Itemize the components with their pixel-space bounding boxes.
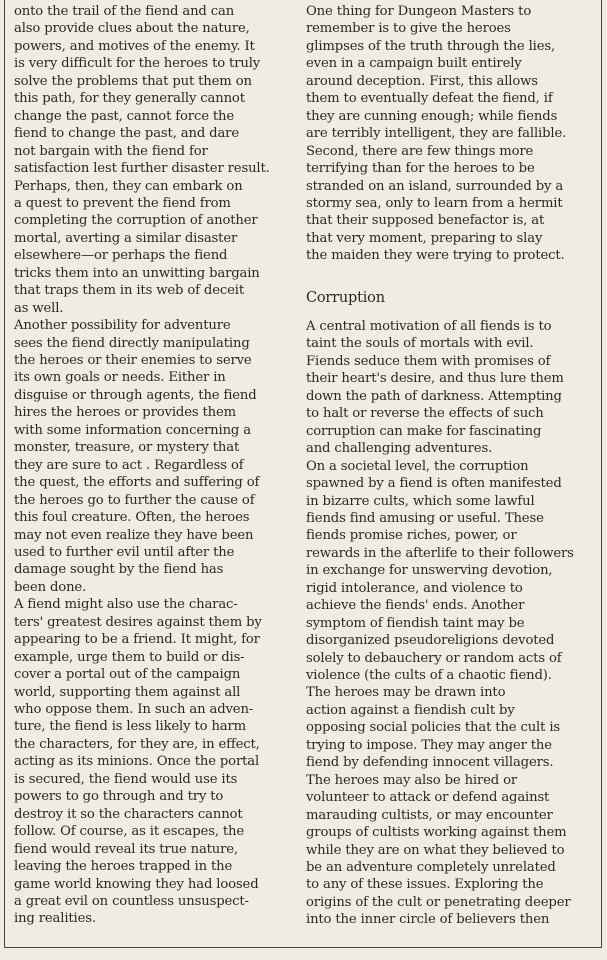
text-line: that traps them in its web of deceit [14,283,244,299]
text-line: sees the fiend directly manipulating [14,335,250,351]
text-line: spawned by a fiend is often manifested [306,476,562,492]
text-line: ture, the fiend is less likely to harm [14,719,247,735]
text-line: A central motivation of all fiends is to [306,319,552,334]
text-line: to halt or reverse the effects of such [306,406,544,422]
text-line: a great evil on countless unsuspect- [14,893,249,909]
text-line: they are cunning enough; while fiends [306,108,558,124]
text-line: cover a portal out of the campaign [14,667,241,683]
text-line: also provide clues about the nature, [14,21,250,37]
text-line: action against a fiendish cult by [306,702,515,718]
text-line: trying to impose. They may anger the [306,737,552,753]
text-line: fiend to change the past, and dare [14,126,239,142]
text-line: ing realities. [14,911,96,927]
text-line: be an adventure completely unrelated [306,859,556,875]
text-line: used to further evil until after the [14,544,235,560]
text-line: the characters, for they are, in effect, [14,736,260,752]
text-line: rigid intolerance, and violence to [306,580,523,596]
text-line: tricks them into an unwitting bargain [14,265,260,281]
text-line: this path, for they generally cannot [14,91,245,107]
text-line: destroy it so the characters cannot [14,806,243,822]
text-line: leaving the heroes trapped in the [14,859,233,875]
text-line: in exchange for unswerving devotion, [306,563,553,579]
text-line: Perhaps, then, they can embark on [14,178,243,194]
text-line: stormy sea, only to learn from a hermit [306,195,563,211]
text-line: are terribly intelligent, they are fallible. [306,126,567,142]
text-line: been done. [14,579,87,595]
text-line: they are sure to act . Regardless of [14,457,244,473]
text-line: disorganized pseudoreligions devoted [306,633,555,649]
text-line: origins of the cult or penetrating deeper [306,894,571,910]
text-line: appearing to be a friend. It might, for [14,632,260,648]
text-line: onto the trail of the fiend and can [14,4,235,19]
text-line: One thing for Dungeon Masters to [306,4,532,19]
text-line: not bargain with the fiend for [14,143,208,159]
text-line: that very moment, preparing to slay [306,230,543,246]
text-line: this foul creature. Often, the heroes [14,510,250,526]
text-line: mortal, averting a similar disaster [14,230,238,246]
text-line: fiends find amusing or useful. These [306,510,544,526]
text-line: corruption can make for fascinating [306,423,542,439]
text-line: fiend by defending innocent villagers. [306,755,554,771]
text-line: opposing social policies that the cult is [306,720,561,736]
text-line: taint the souls of mortals with evil. [306,336,534,352]
text-line: to any of these issues. Exploring the [306,877,544,893]
text-line: acting as its minions. Once the portal [14,754,260,770]
text-line: The heroes may also be hired or [306,772,518,788]
text-line: their heart's desire, and thus lure them [306,371,564,387]
text-line: powers to go through and try to [14,789,224,805]
text-line: as well. [14,300,64,316]
text-line: solely to debauchery or random acts of [306,650,562,666]
text-line: satisfaction lest further disaster result. [14,161,270,177]
text-line: solve the problems that put them on [14,73,252,89]
text-line: the heroes go to further the cause of [14,492,255,508]
text-line: On a societal level, the corruption [306,458,529,474]
text-line: down the path of darkness. Attempting [306,388,562,404]
text-line: that their supposed benefactor is, at [306,213,545,229]
text-line: marauding cultists, or may encounter [306,807,553,823]
text-line: monster, treasure, or mystery that [14,440,240,456]
text-line: while they are on what they believed to [306,842,565,858]
text-line: completing the corruption of another [14,213,258,229]
text-line: damage sought by the fiend has [14,562,224,578]
text-line: symptom of fiendish taint may be [306,615,525,631]
text-line: hires the heroes or provides them [14,405,237,421]
text-line: around deception. First, this allows [306,73,538,89]
text-line: fiend would reveal its true nature, [14,841,239,857]
text-line: in bizarre cults, which some lawful [306,493,535,509]
text-line: elsewhere—or perhaps the fiend [14,248,228,264]
text-line: Second, there are few things more [306,143,534,159]
text-line: is very difficult for the heroes to truly [14,56,261,72]
text-line: them to eventually defeat the fiend, if [306,91,553,107]
text-line: even in a campaign built entirely [306,56,522,72]
text-line: powers, and motives of the enemy. It [14,38,255,54]
text-line: groups of cultists working against them [306,825,567,841]
text-line: rewards in the afterlife to their followers [306,545,574,561]
text-line: a quest to prevent the fiend from [14,195,231,211]
text-line: achieve the fiends' ends. Another [306,598,525,614]
text-line: terrifying than for the heroes to be [306,161,535,177]
text-line: follow. Of course, as it escapes, the [14,824,245,840]
text-line: into the inner circle of believers then [306,912,550,928]
text-line: and challenging adventures. [306,441,493,457]
text-line: the maiden they were trying to protect. [306,248,565,264]
text-line: volunteer to attack or defend against [306,790,550,806]
text-line: world, supporting them against all [14,684,241,700]
text-line: ters' greatest desires against them by [14,614,262,630]
text-line: who oppose them. In such an adven- [14,702,254,717]
text-line: fiends promise riches, power, or [306,528,517,544]
text-line: may not even realize they have been [14,527,254,543]
text-line: glimpses of the truth through the lies, [306,38,556,54]
text-line: change the past, cannot force the [14,108,235,124]
text-line: The heroes may be drawn into [306,685,506,701]
text-line: the quest, the efforts and suffering of [14,475,260,491]
text-line: remember is to give the heroes [306,21,511,37]
text-line: Fiends seduce them with promises of [306,353,551,369]
text-line: A fiend might also use the charac- [14,597,238,613]
text-line: Another possibility for adventure [14,318,231,334]
text-line: is secured, the fiend would use its [14,771,238,787]
text-line: example, urge them to build or dis- [14,649,245,665]
text-line: stranded on an island, surrounded by a [306,178,564,194]
text-line: violence (the cults of a chaotic fiend). [306,668,552,683]
text-line: disguise or through agents, the fiend [14,387,257,403]
section-heading: Corruption [306,290,385,306]
text-line: the heroes or their enemies to serve [14,353,252,368]
text-line: game world knowing they had loosed [14,876,259,892]
text-line: its own goals or needs. Either in [14,370,226,386]
text-line: with some information concerning a [14,422,251,438]
